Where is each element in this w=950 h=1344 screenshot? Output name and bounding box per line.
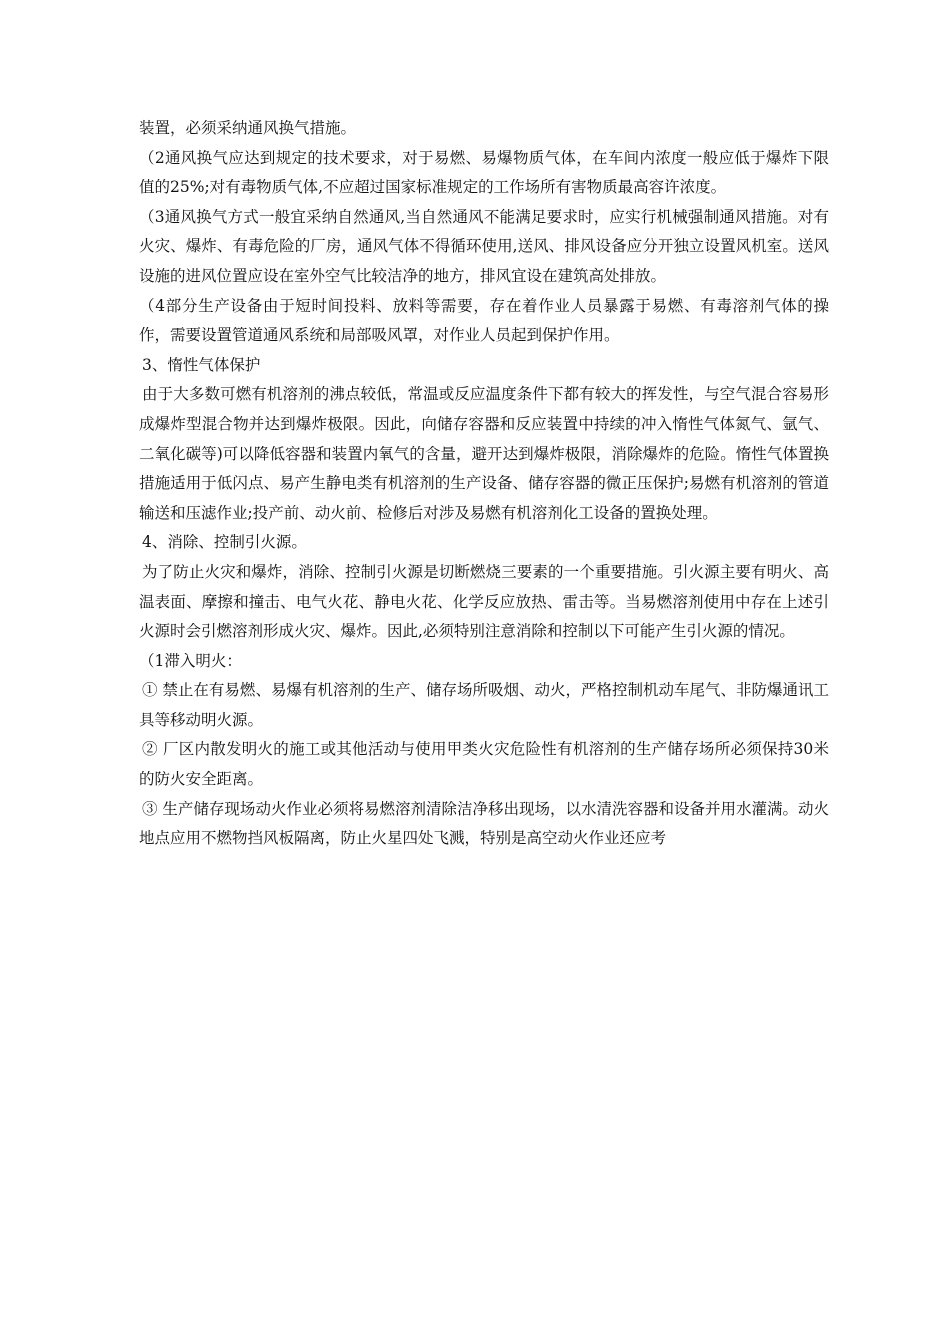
paragraph-6: 为了防止火灾和爆炸，消除、控制引火源是切断燃烧三要素的一个重要措施。引火源主要有明火、高温表面、摩擦和撞击、电气火花、静电火花、化学反应放热、雷击等。当易燃溶剂使用中存在上述引火源时会引燃溶剂形成火灾、爆炸。因此,必须特别注意消除和控制以下可能产生引火源的情况。 [139, 562, 829, 641]
section-heading-4: 4、消除、控制引火源。 [142, 533, 307, 552]
section-heading-3: 3、惰性气体保护 [142, 355, 261, 374]
list-item-1: ① 禁止在有易燃、易爆有机溶剂的生产、储存场所吸烟、动火，严格控制机动车尾气、非防爆通讯工具等移动明火源。 [139, 681, 829, 729]
paragraph-2: （2通风换气应达到规定的技术要求，对于易燃、易爆物质气体，在车间内浓度一般应低于爆炸下限值的25%;对有毒物质气体,不应超过国家标准规定的工作场所有害物质最高容许浓度。 [139, 148, 829, 197]
paragraph-5: 由于大多数可燃有机溶剂的沸点较低，常温或反应温度条件下都有较大的挥发性，与空气混合容易形成爆炸型混合物并达到爆炸极限。因此，向储存容器和反应装置中持续的冲入惰性气体氮气、氩气、二氧化碳等)可以降低容器和装置内氧气的含量，避开达到爆炸极限，消除爆炸的危险。惰性气体置换措施适用于低闪点、易产生静电类有机溶剂的生产设备、储存容器的微正压保护;易燃有机溶剂的管道输送和压滤作业;投产前、动火前、检修后对涉及易燃有机溶剂化工设备的置换处理。 [139, 385, 829, 522]
list-item-2: ② 厂区内散发明火的施工或其他活动与使用甲类火灾危险性有机溶剂的生产储存场所必须保持30米的防火安全距离。 [139, 740, 829, 789]
paragraph-4: （4部分生产设备由于短时间投料、放料等需要，存在着作业人员暴露于易燃、有毒溶剂气体的操作，需要设置管道通风系统和局部吸风罩，对作业人员起到保护作用。 [139, 296, 829, 345]
document-body [139, 114, 829, 854]
sub-heading-1: （1滞入明火： [139, 651, 242, 670]
paragraph-3: （3通风换气方式一般宜采纳自然通风,当自然通风不能满足要求时，应实行机械强制通风措施。对有火灾、爆炸、有毒危险的厂房，通风气体不得循环使用,送风、排风设备应分开独立设置风机室。送风设施的进风位置应设在室外空气比较洁净的地方，排风宜设在建筑高处排放。 [139, 207, 829, 285]
paragraph-1: 装置，必须采纳通风换气措施。 [139, 119, 357, 137]
list-item-3: ③ 生产储存现场动火作业必须将易燃溶剂清除洁净移出现场，以水清洗容器和设备并用水灌满。动火地点应用不燃物挡风板隔离，防止火星四处飞溅，特别是高空动火作业还应考 [139, 799, 829, 848]
